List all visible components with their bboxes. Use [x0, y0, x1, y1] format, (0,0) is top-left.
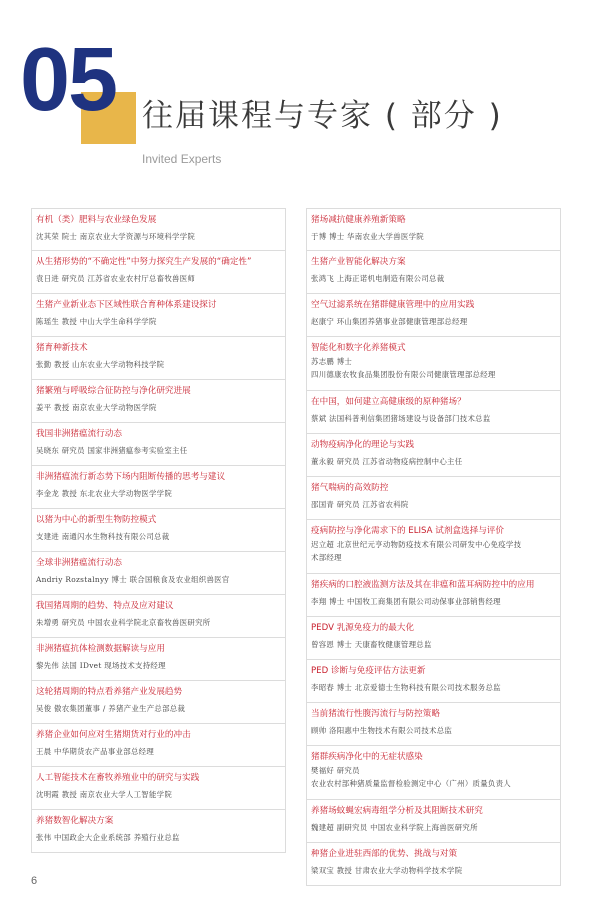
course-expert: 张鸿飞 上海正诺机电制造有限公司总裁 [311, 274, 445, 283]
course-title: PEDV 乳源免疫力的最大化 [311, 623, 415, 633]
left-course-list [31, 208, 286, 853]
course-entry [306, 800, 561, 843]
course-expert: 于博 博士 华南农业大学兽医学院 [311, 232, 424, 241]
course-entry [31, 337, 286, 380]
course-title: 疫病防控与净化需求下的 ELISA 试剂盒选择与评价 [311, 526, 504, 536]
course-expert: 陈瑶生 教授 中山大学生命科学学院 [36, 317, 157, 326]
course-title: 养猪场蚊蝇宏病毒组学分析及其阻断技术研究 [311, 806, 483, 816]
course-entry [306, 251, 561, 294]
course-title: 全球非洲猪瘟流行动态 [36, 558, 122, 568]
course-expert: 沈明霞 教授 南京农业大学人工智能学院 [36, 790, 173, 799]
course-entry [31, 466, 286, 509]
course-entry [31, 767, 286, 810]
course-title: 猪繁殖与呼吸综合征防控与净化研究进展 [36, 386, 191, 396]
course-title: 养猪数智化解决方案 [36, 816, 114, 826]
course-entry [306, 703, 561, 746]
course-title: 非洲猪瘟抗体检测数据解读与应用 [36, 644, 165, 654]
course-entry [31, 638, 286, 681]
course-title: 猪育种新技术 [36, 343, 88, 353]
course-entry [31, 724, 286, 767]
course-expert: 樊福好 研究员 [311, 766, 360, 775]
course-title: 非洲猪瘟流行新态势下场内阻断传播的思考与建议 [36, 472, 226, 482]
course-title: 这轮猪周期的特点看养猪产业发展趋势 [36, 687, 183, 697]
course-expert: 王晨 中华期货农产品事业部总经理 [36, 747, 155, 756]
course-entry [31, 294, 286, 337]
course-expert: 迟立超 北京世纪元亨动物防疫技术有限公司研发中心免疫学技 [311, 540, 522, 549]
course-expert-affiliation: 术部经理 [311, 553, 342, 562]
course-expert: 支建进 南通闪水生物科技有限公司总裁 [36, 532, 170, 541]
page-title: 往届课程与专家 ( 部分 ) [142, 98, 503, 134]
page-subtitle: Invited Experts [142, 152, 222, 166]
course-title: 猪气喘病的高效防控 [311, 483, 389, 493]
course-title: 猪群疾病净化中的无症状感染 [311, 752, 423, 762]
course-entry [31, 595, 286, 638]
course-title: 人工智能技术在畜牧养殖业中的研究与实践 [36, 773, 200, 783]
course-title: 猪疾病的口腔液监测方法及其在非瘟和蓝耳病防控中的应用 [311, 580, 535, 590]
course-entry [306, 294, 561, 337]
course-expert: 张勤 教授 山东农业大学动物科技学院 [36, 360, 165, 369]
course-title: 种猪企业进驻西部的优势、挑战与对策 [311, 849, 458, 859]
course-expert: Andriy Rozstalnyy 博士 联合国粮食及农业组织兽医官 [36, 575, 230, 584]
course-expert: 蔡斌 法国科普利信集团猪场建设与设备部门技术总监 [311, 414, 491, 423]
course-expert-affiliation: 四川德康农牧食品集团股份有限公司健康管理部总经理 [311, 370, 496, 379]
course-title: 猪场减抗健康养殖新策略 [311, 215, 406, 225]
course-entry [306, 660, 561, 703]
course-expert: 李翔 博士 中国牧工商集团有限公司动保事业部销售经理 [311, 597, 501, 606]
course-expert: 吴俊 傲农集团董事 / 养猪产业生产总部总裁 [36, 704, 186, 713]
course-entry [306, 746, 561, 800]
course-expert: 朱增勇 研究员 中国农业科学院北京畜牧兽医研究所 [36, 618, 211, 627]
course-title: 我国猪周期的趋势、特点及应对建议 [36, 601, 174, 611]
course-entry [306, 520, 561, 574]
course-entry [31, 681, 286, 724]
course-title: 以猪为中心的新型生物防控模式 [36, 515, 157, 525]
course-title: 生猪产业新业态下区域性联合育种体系建设探讨 [36, 300, 217, 310]
course-title: 从生猪形势的“不确定性”中努力探究生产发展的“确定性” [36, 257, 252, 267]
page-number: 6 [31, 875, 38, 887]
course-title: 智能化和数字化养猪模式 [311, 343, 406, 353]
course-title: 生猪产业智能化解决方案 [311, 257, 406, 267]
course-entry [306, 391, 561, 434]
course-title: 在中国，如何建立高健康级的原种猪场？ [311, 397, 466, 407]
course-title: PED 诊断与免疫评估方法更新 [311, 666, 426, 676]
course-expert: 顾帅 洛阳惠中生物技术有限公司技术总监 [311, 726, 453, 735]
course-expert: 袁日进 研究员 江苏省农业农村厅总畜牧兽医师 [36, 274, 196, 283]
course-expert: 沈其荣 院士 南京农业大学资源与环境科学学院 [36, 232, 196, 241]
course-expert: 吴晓东 研究员 国家非洲猪瘟参考实验室主任 [36, 446, 188, 455]
course-expert: 邵国青 研究员 江苏省农科院 [311, 500, 409, 509]
course-title: 养猪企业如何应对生猪期货对行业的冲击 [36, 730, 191, 740]
course-entry [31, 208, 286, 251]
course-entry [306, 574, 561, 617]
course-expert: 黎先伟 法国 IDvet 现场技术支持经理 [36, 661, 166, 670]
course-entry [31, 810, 286, 853]
course-expert: 梁双宝 教授 甘肃农业大学动物科学技术学院 [311, 866, 463, 875]
course-entry [306, 208, 561, 251]
course-expert-affiliation: 农业农村部种猪质量监督检验测定中心（广州）质量负责人 [311, 779, 511, 788]
course-expert: 苏志鹏 博士 [311, 357, 353, 366]
course-expert: 张伟 中国政企大企业系统部 养殖行业总监 [36, 833, 180, 842]
course-entry [31, 251, 286, 294]
course-entry [31, 552, 286, 595]
course-expert: 李金龙 教授 东北农业大学动物医学学院 [36, 489, 173, 498]
course-title: 空气过滤系统在猪群健康管理中的应用实践 [311, 300, 475, 310]
course-entry [306, 477, 561, 520]
course-entry [306, 843, 561, 886]
course-entry [306, 617, 561, 660]
section-number: 05 [20, 30, 117, 130]
course-expert: 董永毅 研究员 江苏省动物疫病控制中心主任 [311, 457, 463, 466]
course-title: 动物疫病净化的理论与实践 [311, 440, 415, 450]
course-title: 有机（类）肥料与农业绿色发展 [36, 215, 157, 225]
course-expert: 李昭春 博士 北京爱德士生物科技有限公司技术服务总监 [311, 683, 501, 692]
course-entry [306, 434, 561, 477]
course-entry [31, 380, 286, 423]
course-title: 我国非洲猪瘟流行动态 [36, 429, 122, 439]
course-entry [31, 509, 286, 552]
course-title: 当前猪流行性腹泻流行与防控策略 [311, 709, 440, 719]
course-expert: 魏建超 副研究员 中国农业科学院上海兽医研究所 [311, 823, 478, 832]
course-expert: 姜平 教授 南京农业大学动物医学院 [36, 403, 157, 412]
right-course-list [306, 208, 561, 886]
course-entry [31, 423, 286, 466]
course-expert: 赵康宁 环山集团养猪事业部健康管理部总经理 [311, 317, 468, 326]
course-entry [306, 337, 561, 391]
course-expert: 曾容恩 博士 天康畜牧健康管理总监 [311, 640, 432, 649]
